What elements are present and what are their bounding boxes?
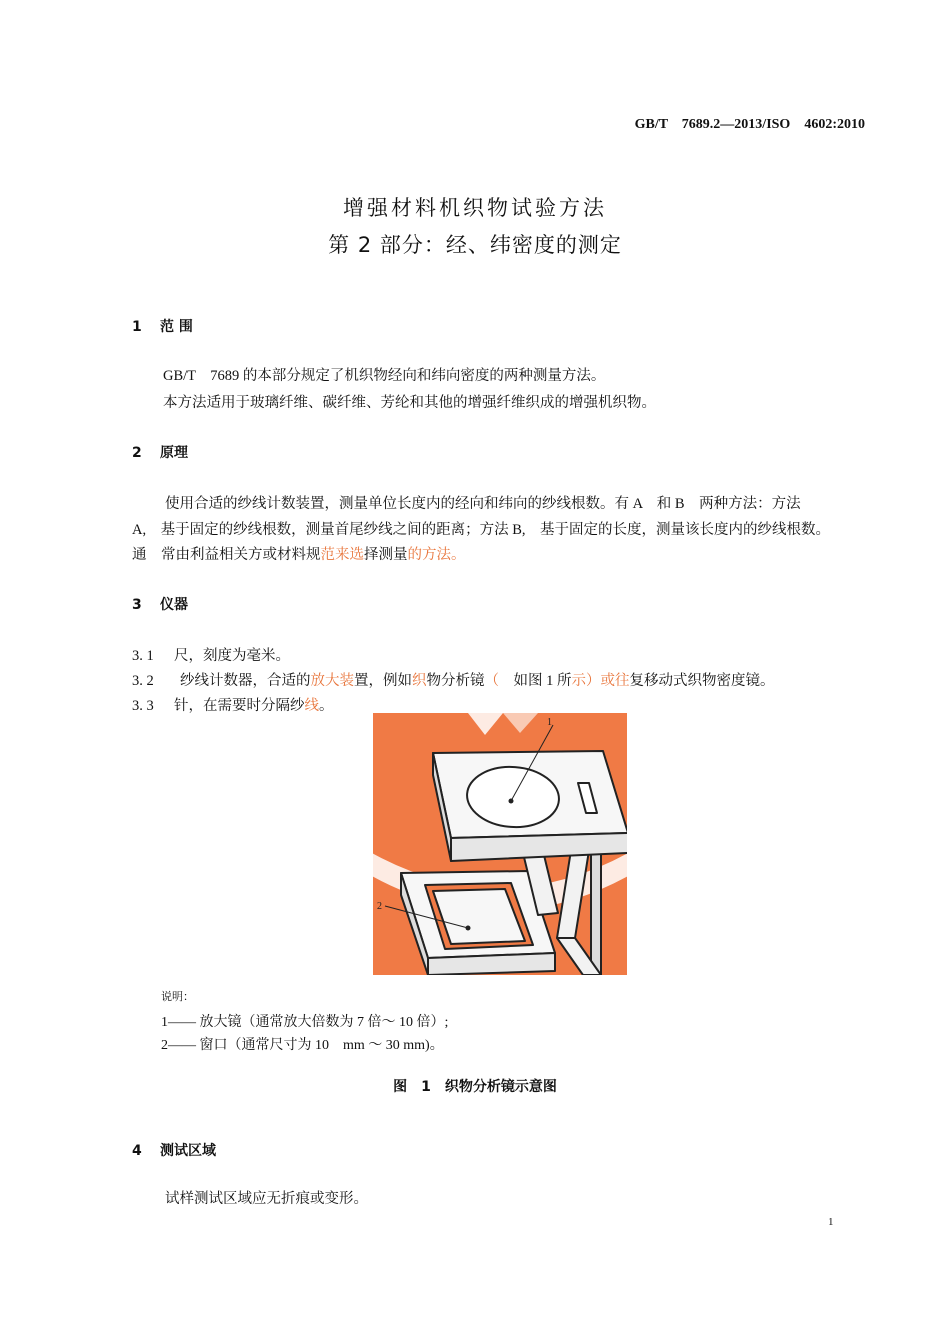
section-2-heading bbox=[132, 442, 188, 462]
figure-title: 图 1 织物分析镜示意图 bbox=[393, 1079, 557, 1095]
section-title: 范 围 bbox=[160, 319, 193, 335]
callout-dot-2 bbox=[466, 926, 471, 931]
scope-paragraph-2: 本方法适用于玻璃纤维、碳纤维、芳纶和其他的增强纤维织成的增强机织物。 bbox=[163, 395, 656, 411]
apparatus-text: 物分析镜 bbox=[426, 673, 485, 689]
section-number: 3 bbox=[132, 597, 142, 613]
legend-item-2: 2—— 窗口（通常尺寸为 10 mm ～ 30 mm)。 bbox=[161, 1038, 444, 1053]
principle-text: 通 常由利益相关方或材料规 bbox=[132, 547, 321, 563]
section-1-heading bbox=[132, 316, 193, 336]
legend-item-1: 1—— 放大镜（通常放大倍数为 7 倍～ 10 倍）; bbox=[161, 1015, 449, 1030]
apparatus-text-highlight: 线 bbox=[304, 698, 319, 714]
principle-line-2: A, 基于固定的纱线根数，测量首尾纱线之间的距离；方法 B, 基于固定的长度，测量该长度内的纱线根数。 bbox=[132, 522, 831, 538]
apparatus-text-highlight: 放大装 bbox=[310, 673, 354, 689]
section-title: 原理 bbox=[160, 445, 188, 461]
principle-text-highlight: 的方法。 bbox=[407, 547, 466, 563]
principle-line-1: 使用合适的纱线计数装置，测量单位长度内的经向和纬向的纱线根数。有 A 和 B 两种方法：方法 bbox=[165, 496, 801, 512]
section-title: 仪器 bbox=[160, 597, 188, 613]
apparatus-text-highlight: 示）或往 bbox=[571, 673, 630, 689]
apparatus-text-highlight: （ bbox=[484, 673, 499, 689]
standard-number: GB/T 7689.2—2013/ISO 4602:2010 bbox=[634, 117, 865, 132]
section-number: 4 bbox=[132, 1143, 142, 1159]
apparatus-text: 复移动式织物密度镜。 bbox=[629, 673, 775, 689]
fabric-analysis-glass-figure bbox=[373, 713, 627, 975]
apparatus-number: 3. 3 bbox=[132, 698, 154, 714]
principle-line-3 bbox=[132, 543, 466, 564]
callout-dot-1 bbox=[509, 799, 514, 804]
apparatus-text: 置，例如 bbox=[354, 673, 412, 689]
apparatus-number: 3. 1 bbox=[132, 648, 154, 664]
section-number: 2 bbox=[132, 445, 142, 461]
apparatus-text: 针，在需要时分隔纱 bbox=[174, 698, 305, 714]
apparatus-number: 3. 2 bbox=[132, 673, 154, 689]
apparatus-item-1 bbox=[132, 644, 290, 665]
apparatus-text-highlight: 织 bbox=[412, 673, 427, 689]
section-number: 1 bbox=[132, 319, 142, 335]
apparatus-text: 如图 1 所 bbox=[499, 673, 572, 689]
apparatus-text: 尺，刻度为毫米。 bbox=[174, 648, 290, 664]
principle-text: 择测量 bbox=[364, 547, 408, 563]
section-4-heading bbox=[132, 1140, 216, 1160]
callout-label-2: 2 bbox=[377, 901, 382, 912]
apparatus-text: 。 bbox=[319, 698, 334, 714]
callout-label-1: 1 bbox=[547, 717, 552, 728]
scope-paragraph-1: GB/T 7689 的本部分规定了机织物经向和纬向密度的两种测量方法。 bbox=[163, 368, 606, 384]
principle-text-highlight: 范来选 bbox=[320, 547, 364, 563]
page-number: 1 bbox=[828, 1216, 834, 1228]
apparatus-text: 纱线计数器，合适的 bbox=[180, 673, 311, 689]
apparatus-item-3 bbox=[132, 694, 334, 715]
apparatus-item-2 bbox=[132, 669, 775, 690]
document-subtitle: 第 2 部分：经、纬密度的测定 bbox=[328, 233, 622, 257]
section-3-heading bbox=[132, 594, 188, 614]
legend-heading: 说明： bbox=[161, 990, 194, 1003]
test-area-paragraph: 试样测试区域应无折痕或变形。 bbox=[165, 1191, 368, 1207]
section-title: 测试区域 bbox=[160, 1143, 216, 1159]
document-title: 增强材料机织物试验方法 bbox=[343, 196, 607, 220]
